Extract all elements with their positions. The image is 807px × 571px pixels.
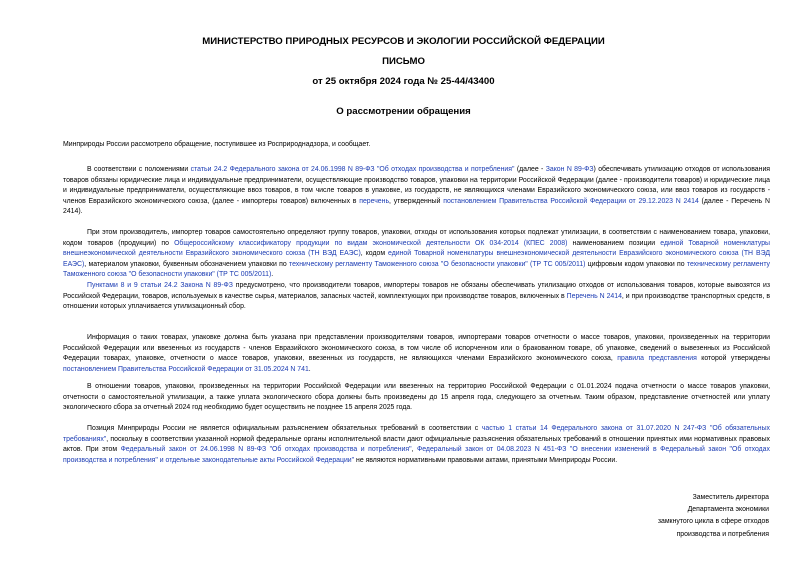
okpd-classifier-link[interactable]: Общероссийскому классификатору продукции по видам экономической деятельности ОК 034-2014 (КПЕС 2008) [174,239,568,247]
text: (далее - Перечень N 2414). [63,197,770,215]
list-2414-link[interactable]: Перечень N 2414 [566,292,622,300]
text: В соответствии с положениями [87,166,191,173]
signature-department-cont: замкнутого цикла в сфере отходов [657,518,769,526]
text: предусмотрено, что производители товаров, импортеры товаров не обязаны обеспечивать утилизацию отходов от использования товаров, которые вывозятся из Российской Федерации, товаров, используемых в качестве сырья, материалов, запасных частей, комплектующих при производстве товаров, включенных в [63,282,770,300]
points-8-9-article-24-2-link[interactable]: Пунктами 8 и 9 статьи 24.2 Закона N 89-ФЗ [87,282,233,289]
signature-block [629,492,769,541]
text: не являются нормативными правовыми актами, принятыми Минприроды России. [354,456,618,464]
text: цифровым кодом упаковки по [585,260,687,268]
ministry-heading: МИНИСТЕРСТВО ПРИРОДНЫХ РЕСУРСОВ И ЭКОЛОГИИ РОССИЙСКОЙ ФЕДЕРАЦИИ [202,36,605,47]
text: (далее - [514,166,546,173]
law-89-fz-full-link[interactable]: Федеральный закон от 24.06.1998 N 89-ФЗ "Об отходах производства и потребления" [120,446,412,453]
signature-department: Департамента экономики [687,506,769,514]
paragraph-6 [63,382,770,414]
text: , утвержденный [389,197,444,205]
text: Позиция Минприроды России не является официальным разъяснением обязательных требований в соответствии с [87,425,482,432]
text: , материалом упаковки, буквенным обозначением упаковки по [84,260,289,268]
list-link[interactable]: перечень [359,197,390,205]
tn-ved-code-link[interactable]: единой Товарной номенклатуры внешнеэкономической деятельности Евразийского экономического союза (ТН ВЭД ЕАЭС) [63,250,771,268]
text: , и при производстве транспортных средств, в отношении которых уплачивается утилизационный сбор. [63,292,770,310]
law-247-fz-link[interactable]: частью 1 статьи 14 Федерального закона от 31.07.2020 N 247-ФЗ "Об обязательных требованиях" [63,425,771,443]
paragraph-1 [63,140,770,151]
text: , кодом [360,250,389,257]
text: ) обеспечивать утилизацию отходов от использования товаров обязаны юридические лица и индивидуальные предприниматели, осуществляющие производство товаров, упаковки на территории Российской Федерации (далее - производители товаров) и юридические лица и индивидуальные предприниматели, осуществляющие ввоз товаров, в том числе товаров в упаковке, из государств, не являющихся членами Евразийского экономического союза, или ввоз товаров из государств - членов Евразийского экономического союза, (далее - импортеры товаров) включенных в [63,166,771,205]
text: которой утверждены [696,355,770,362]
resolution-2414-link[interactable]: постановлением Правительства Российской Федерации от 29.12.2023 N 2414 [443,197,699,205]
tr-ts-005-code-link[interactable]: техническому регламенту Таможенного союза "О безопасности упаковки" (ТР ТС 005/2011) [63,260,771,278]
reporting-rules-link[interactable]: правила представления [617,355,697,362]
paragraph-5 [63,333,770,375]
text: наименованием позиции [567,239,661,247]
paragraph-7 [63,424,770,466]
paragraph-4 [63,281,770,313]
law-89-fz-article-24-2-link[interactable]: статьи 24.2 Федерального закона от 24.06.1998 N 89-ФЗ "Об отходах производства и потребления" [190,166,515,173]
document-date-number: от 25 октября 2024 года № 25-44/43400 [312,76,495,87]
tr-ts-005-link[interactable]: техническому регламенту Таможенного союза "О безопасности упаковки" (ТР ТС 005/2011) [289,260,586,268]
signature-department-end: производства и потребления [676,530,769,538]
tn-ved-link[interactable]: единой Товарной номенклатуры внешнеэкономической деятельности Евразийского экономического союза (ТН ВЭД ЕАЭС) [63,239,770,257]
law-89-fz-link[interactable]: Закон N 89-ФЗ [545,166,594,173]
law-451-fz-link[interactable]: Федеральный закон от 04.08.2023 N 451-ФЗ "О внесении изменений в Федеральный закон "Об отходах производства и потребления" и отдельные законодательные акты Российской Федерации" [63,446,770,464]
document-subject: О рассмотрении обращения [336,106,471,117]
text: В отношении товаров, упаковки, произведенных на территории Российской Федерации или ввезенных на территорию Российской Федерации с 01.01.2024 подача отчетности о массе товаров упаковки, отчетности о самостоятельной утилизации, а также уплата экологического сбора должны быть произведены до 15 апреля года, следующего за отчетным. Таким образом, представление отчетностей или уплату экологического сбора за отчетный 2024 год необходимо будет осуществить не позднее 15 апреля 2025 года. [63,383,770,411]
text: При этом производитель, импортер товаров самостоятельно определяют группу товаров, упаковки, отходы от использования которых подлежат утилизации, в соответствии с наименованием товара, упаковки, кодом товаров (продукции) по [63,229,770,247]
text: , [411,446,417,453]
document-type: ПИСЬМО [382,56,425,67]
text: . [308,365,311,373]
paragraph-3 [63,228,770,281]
text: . [271,271,274,278]
text: Информация о таких товарах, упаковке должна быть указана при представлении производителями товаров, импортерами товаров отчетности о массе товаров, упаковки, произведенных на территории Российской Федерации или ввезенных из государств - членов Евразийского экономического союза, в том числе об испорченном или о бракованном товаре, об упаковке, сведений о вывезенных из Российской Федерации товарах, упаковке, отчетности о массе товаров, упаковки, ввезенных из государств, не являющихся членами Евразийского экономического союза, [63,334,770,362]
paragraph-2 [63,165,770,218]
text: , поскольку в соответствии указанной нормой федеральные органы исполнительной власти дают официальные разъяснения обязательных требований в отношении принятых ими нормативных правовых актов. При этом [63,435,770,453]
text: Минприроды России рассмотрело обращение, поступившее из Росприроднадзора, и сообщает. [63,141,371,148]
resolution-741-link[interactable]: постановлением Правительства Российской Федерации от 31.05.2024 N 741 [63,365,309,373]
signature-position: Заместитель директора [692,494,769,501]
